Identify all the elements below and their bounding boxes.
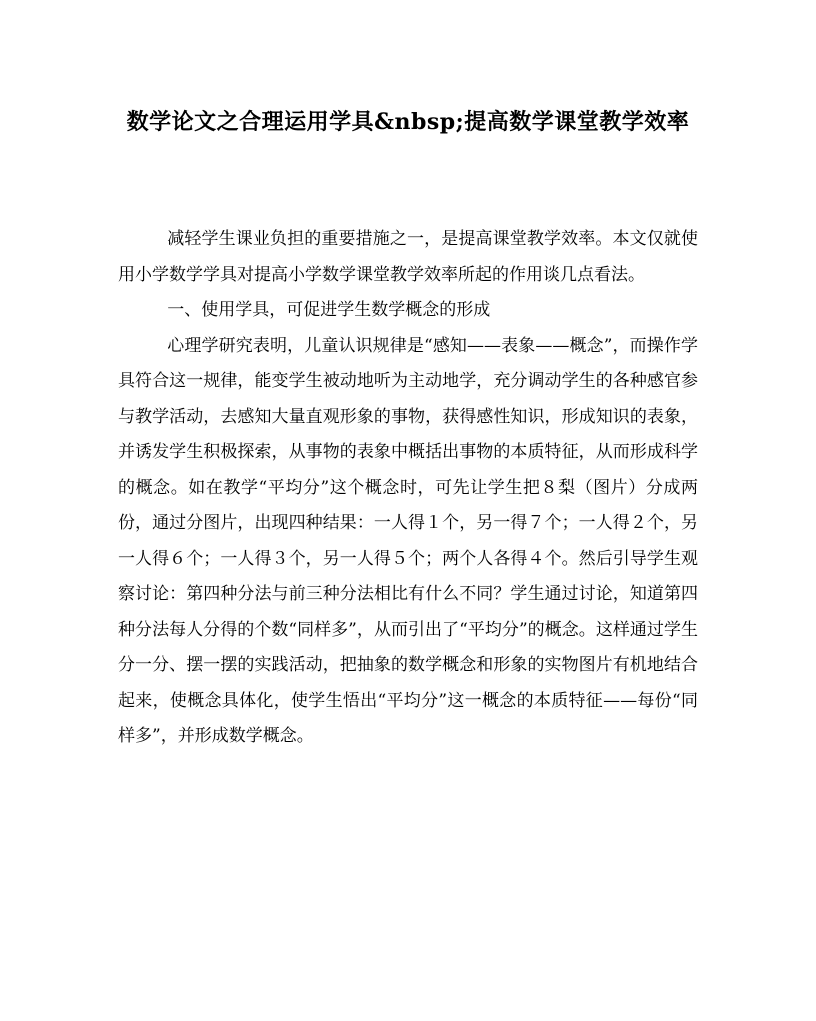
section-heading: 一、使用学具，可促进学生数学概念的形成 — [167, 300, 491, 320]
document-body — [118, 222, 698, 755]
intro-paragraph: 减轻学生课业负担的重要措施之一，是提高课堂教学效率。本文仅就使用小学数学学具对提高小学数学课堂教学效率所起的作用谈几点看法。 — [118, 229, 698, 285]
body-paragraph: 心理学研究表明，儿童认识规律是“感知——表象——概念”，而操作学具符合这一规律，能变学生被动地听为主动地学，充分调动学生的各种感官参与教学活动，去感知大量直观形象的事物，获得感性知识，形成知识的表象，并诱发学生积极探索，从事物的表象中概括出事物的本质特征，从而形成科学的概念。如在教学“平均分”这个概念时，可先让学生把８梨（图片）分成两份，通过分图片，出现四种结果：一人得１个，另一得７个；一人得２个，另一人得６个；一人得３个，另一人得５个；两个人各得４个。然后引导学生观察讨论：第四种分法与前三种分法相比有什么不同？学生通过讨论，知道第四种分法每人分得的个数“同样多”，从而引出了“平均分”的概念。这样通过学生分一分、摆一摆的实践活动，把抽象的数学概念和形象的实物图片有机地结合起来，使概念具体化，使学生悟出“平均分”这一概念的本质特征——每份“同样多”，并形成数学概念。 — [118, 335, 698, 746]
document-title: 数学论文之合理运用学具&nbsp;提高数学课堂教学效率 — [126, 109, 690, 135]
